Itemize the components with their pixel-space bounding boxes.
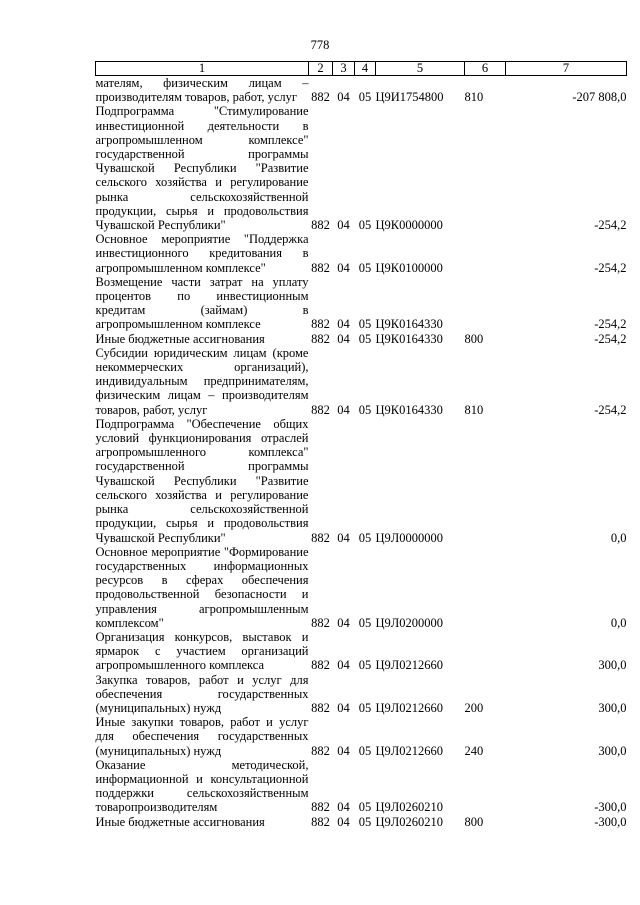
row-grbs: 882: [311, 700, 330, 715]
table-row: [96, 76, 627, 105]
row-name: Подпрограмма "Обеспечение общих условий функционирования отраслей агропромышленного комплекса" государственной программы Чувашской Республики "Развитие сельского хозяйства и регулирование рынка сельскохозяйственной продукции, сырья и продовольствия Чувашской Республики": [95, 416, 309, 545]
table-row: [96, 417, 627, 545]
row-subsection: 05: [358, 743, 372, 758]
header-col-3: 3: [333, 62, 355, 76]
row-amount: 300,0: [598, 658, 627, 673]
row-grbs: 882: [311, 814, 330, 829]
row-expense-type: 240: [464, 743, 484, 758]
row-target-article: Ц9Л0000000: [375, 530, 444, 545]
row-target-article: Ц9К0164330: [375, 317, 443, 332]
row-name: Иные закупки товаров, работ и услуг для обеспечения государственных (муниципальных) нужд: [95, 715, 309, 758]
row-target-article: Ц9К0164330: [375, 402, 443, 417]
row-section: 04: [337, 814, 350, 829]
row-grbs: 882: [311, 615, 330, 630]
row-subsection: 05: [358, 530, 372, 545]
table-row: [96, 758, 627, 815]
row-section: 04: [337, 260, 350, 275]
table-row: [96, 630, 627, 673]
header-col-6: 6: [465, 62, 506, 76]
row-amount: -300,0: [594, 800, 627, 815]
row-section: 04: [337, 658, 350, 673]
row-target-article: Ц9К0164330: [375, 331, 443, 346]
row-amount: -254,2: [594, 331, 627, 346]
row-amount: -254,2: [594, 218, 627, 233]
table-row: [96, 275, 627, 332]
row-expense-type: [465, 275, 506, 332]
row-target-article: Ц9И1754800: [375, 90, 444, 105]
table-row: [96, 545, 627, 630]
row-name: мателям, физическим лицам – производителям товаров, работ, услуг: [95, 76, 309, 105]
row-name: Иные бюджетные ассигнования: [95, 331, 265, 346]
row-target-article: Ц9Л0260210: [375, 814, 444, 829]
row-name: Субсидии юридическим лицам (кроме некоммерческих организаций), индивидуальным предпринимателям, физическим лицам – производителям товаров, работ, услуг: [95, 345, 309, 417]
row-subsection: 05: [358, 90, 372, 105]
row-name: Закупка товаров, работ и услуг для обеспечения государственных (муниципальных) нужд: [95, 672, 309, 715]
budget-table: [95, 61, 627, 829]
row-amount: -254,2: [594, 260, 627, 275]
row-amount: -207 808,0: [572, 90, 627, 105]
row-expense-type: [465, 417, 506, 545]
row-amount: 300,0: [598, 743, 627, 758]
row-expense-type: [465, 630, 506, 673]
row-section: 04: [337, 530, 350, 545]
page-number: 778: [310, 38, 330, 52]
row-grbs: 882: [311, 800, 330, 815]
row-name: Оказание методической, информационной и консультационной поддержки сельскохозяйственным товаропроизводителям: [95, 757, 309, 815]
row-amount: -254,2: [594, 402, 627, 417]
header-row: [96, 62, 627, 76]
row-subsection: 05: [358, 331, 372, 346]
row-target-article: Ц9К0100000: [375, 260, 443, 275]
row-subsection: 05: [358, 260, 372, 275]
row-expense-type: 800: [464, 331, 484, 346]
row-target-article: Ц9Л0212660: [375, 743, 444, 758]
row-name: Организация конкурсов, выставок и ярмарок с участием организаций агропромышленного комплекса: [95, 629, 309, 673]
row-expense-type: [465, 758, 506, 815]
table-row: [96, 332, 627, 346]
row-amount: -300,0: [594, 814, 627, 829]
header-col-1: 1: [96, 62, 309, 76]
row-subsection: 05: [358, 402, 372, 417]
row-grbs: 882: [311, 402, 330, 417]
table-row: [96, 715, 627, 758]
row-subsection: 05: [358, 218, 372, 233]
row-expense-type: 810: [464, 402, 484, 417]
row-subsection: 05: [358, 700, 372, 715]
row-grbs: 882: [311, 331, 330, 346]
table-header: [96, 62, 627, 76]
row-expense-type: [465, 232, 506, 275]
row-subsection: 05: [358, 317, 372, 332]
row-section: 04: [337, 90, 350, 105]
row-subsection: 05: [358, 800, 372, 815]
row-amount: -254,2: [594, 317, 627, 332]
header-col-5: 5: [376, 62, 465, 76]
table-row: [96, 673, 627, 716]
table-row: [96, 232, 627, 275]
row-grbs: 882: [311, 218, 330, 233]
header-col-2: 2: [309, 62, 333, 76]
row-section: 04: [337, 615, 350, 630]
row-name: Иные бюджетные ассигнования: [95, 814, 265, 829]
row-grbs: 882: [311, 743, 330, 758]
row-amount: 0,0: [610, 615, 627, 630]
row-target-article: Ц9Л0200000: [375, 615, 444, 630]
row-grbs: 882: [311, 530, 330, 545]
row-subsection: 05: [358, 658, 372, 673]
row-grbs: 882: [311, 260, 330, 275]
row-target-article: Ц9Л0212660: [375, 700, 444, 715]
header-col-7: 7: [506, 62, 627, 76]
row-subsection: 05: [358, 814, 372, 829]
row-name: Основное мероприятие "Формирование государственных информационных ресурсов в сферах обеспечения продовольственной безопасности и управления агропромышленным комплексом": [95, 544, 309, 630]
row-name: Подпрограмма "Стимулирование инвестиционной деятельности в агропромышленном комплексе" государственной программы Чувашской Республики "Развитие сельского хозяйства и регулирование рынка сельскохозяйственной продукции, сырья и продовольствия Чувашской Республики": [95, 104, 309, 233]
row-section: 04: [337, 331, 350, 346]
row-amount: 300,0: [598, 700, 627, 715]
row-name: Возмещение части затрат на уплату процентов по инвестиционным кредитам (займам) в агропромышленном комплексе: [95, 274, 309, 332]
row-expense-type: [465, 104, 506, 232]
row-section: 04: [337, 800, 350, 815]
row-expense-type: 810: [464, 90, 484, 105]
row-section: 04: [337, 218, 350, 233]
row-name: Основное мероприятие "Поддержка инвестиционного кредитования в агропромышленном комплексе": [95, 232, 309, 275]
row-target-article: Ц9Л0212660: [375, 658, 444, 673]
row-grbs: 882: [311, 658, 330, 673]
table-row: [96, 815, 627, 829]
row-grbs: 882: [311, 90, 330, 105]
header-col-4: 4: [355, 62, 376, 76]
table-body: [96, 76, 627, 829]
row-grbs: 882: [311, 317, 330, 332]
table-row: [96, 104, 627, 232]
row-target-article: Ц9К0000000: [375, 218, 443, 233]
row-section: 04: [337, 700, 350, 715]
row-expense-type: 800: [464, 814, 484, 829]
row-subsection: 05: [358, 615, 372, 630]
row-amount: 0,0: [610, 530, 627, 545]
row-expense-type: 200: [464, 700, 484, 715]
row-section: 04: [337, 317, 350, 332]
row-section: 04: [337, 743, 350, 758]
row-target-article: Ц9Л0260210: [375, 800, 444, 815]
table-row: [96, 346, 627, 417]
row-expense-type: [465, 545, 506, 630]
row-section: 04: [337, 402, 350, 417]
